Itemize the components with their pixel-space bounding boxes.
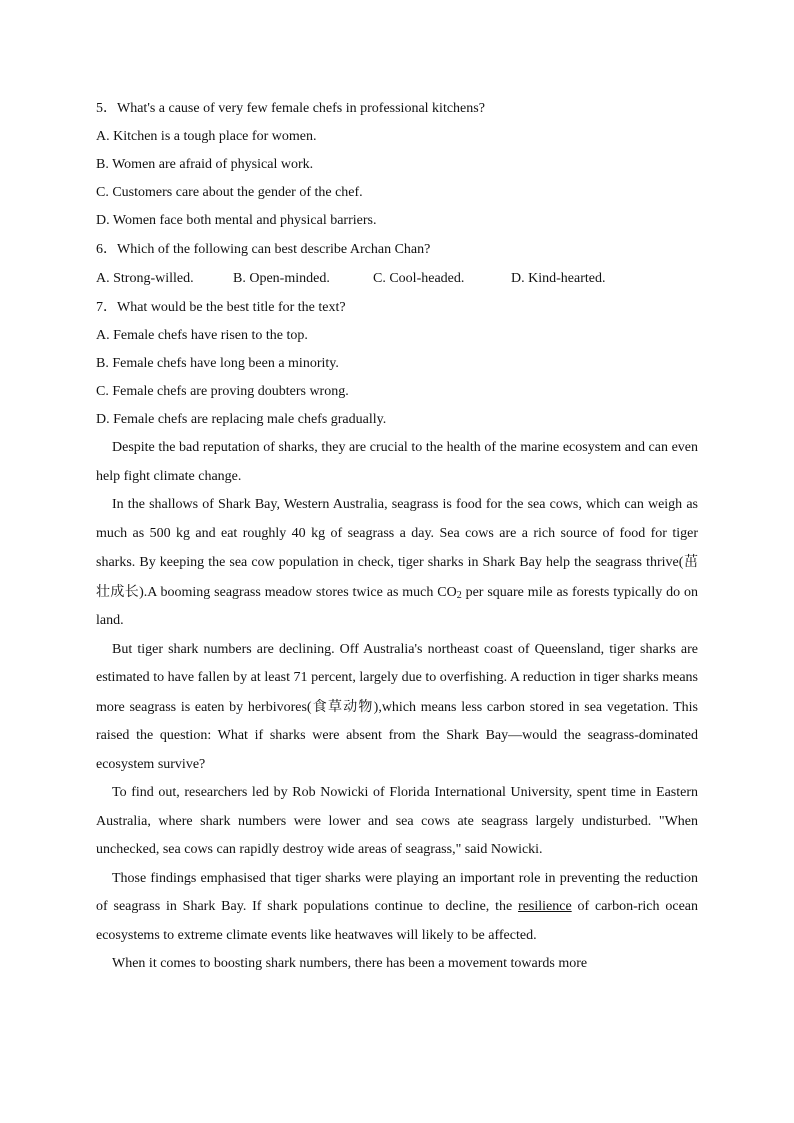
passage-paragraph-4: To find out, researchers led by Rob Nowicki of Florida International University, spent time in Eastern Australia, where shark numbers were lower and sea cows ate seagrass largely undisturbed. "When unchecked, sea cows can rapidly destroy wide areas of seagrass," said Nowicki. [96, 785, 698, 857]
passage-p3-text-b: ),which means less carbon stored in sea vegetation. This raised the question: What if sharks were absent from the Shark Bay—would the seagrass-dominated ecosystem survive? [96, 699, 698, 772]
question-5-option-d: D. Women face both mental and physical barriers. [96, 213, 377, 228]
question-6-option-c: C. Cool-headed. [373, 271, 465, 286]
passage-p2-text-b: ).A booming seagrass meadow stores twice as much CO [139, 584, 457, 600]
document-page [96, 94, 698, 979]
underlined-word-resilience: resilience [518, 899, 572, 914]
question-6-stem: 6．Which of the following can best describe Archan Chan? [96, 242, 431, 257]
question-5-option-b: B. Women are afraid of physical work. [96, 157, 314, 172]
passage-paragraph-6: When it comes to boosting shark numbers, there has been a movement towards more [112, 956, 588, 971]
question-7-option-d: D. Female chefs are replacing male chefs gradually. [96, 412, 387, 427]
question-7-option-b: B. Female chefs have long been a minority. [96, 356, 339, 371]
question-6-options [96, 264, 698, 293]
passage-p2-chinese-gloss: 茁壮成长 [96, 554, 698, 600]
passage-p5-text-a: Those findings emphasised that tiger sharks were playing an important role in preventing the reduction of seagrass in Shark Bay. If shark populations continue to decline, the [96, 870, 698, 914]
question-7-stem: 7．What would be the best title for the text? [96, 300, 346, 315]
question-7-option-a: A. Female chefs have risen to the top. [96, 328, 308, 343]
question-5-option-c: C. Customers care about the gender of the chef. [96, 185, 363, 200]
passage-paragraph-1: Despite the bad reputation of sharks, they are crucial to the health of the marine ecosystem and can even help fight climate change. [96, 440, 698, 484]
passage-paragraph-3 [96, 636, 698, 780]
passage-p5-text-b: of carbon-rich ocean ecosystems to extreme climate events like heatwaves will likely to be affected. [96, 899, 698, 943]
question-5-option-a: A. Kitchen is a tough place for women. [96, 129, 317, 144]
passage-p2-text-a: In the shallows of Shark Bay, Western Australia, seagrass is food for the sea cows, which can weigh as much as 500 kg and eat roughly 40 kg of seagrass a day. Sea cows are a rich source of food for tiger sharks. By keeping the sea cow population in check, tiger sharks in Shark Bay help the seagrass thrive( [96, 497, 698, 570]
co2-subscript: 2 [456, 589, 462, 601]
passage-p3-text-a: But tiger shark numbers are declining. Off Australia's northeast coast of Queensland, tiger sharks are estimated to have fallen by at least 71 percent, largely due to overfishing. A reduction in tiger sharks means more seagrass is eaten by herbivores( [96, 641, 698, 715]
question-6-option-b: B. Open-minded. [233, 271, 330, 286]
passage-p3-chinese-gloss: 食草动物 [311, 698, 374, 715]
question-6-option-a: A. Strong-willed. [96, 271, 194, 286]
question-6-option-d: D. Kind-hearted. [511, 271, 606, 286]
passage-p2-text-c: per square mile as forests typically do on land. [96, 584, 698, 628]
question-7-option-c: C. Female chefs are proving doubters wrong. [96, 384, 349, 399]
passage-paragraph-5 [96, 865, 698, 951]
passage-paragraph-2 [96, 491, 698, 636]
question-5-stem: 5．What's a cause of very few female chefs in professional kitchens? [96, 101, 485, 116]
